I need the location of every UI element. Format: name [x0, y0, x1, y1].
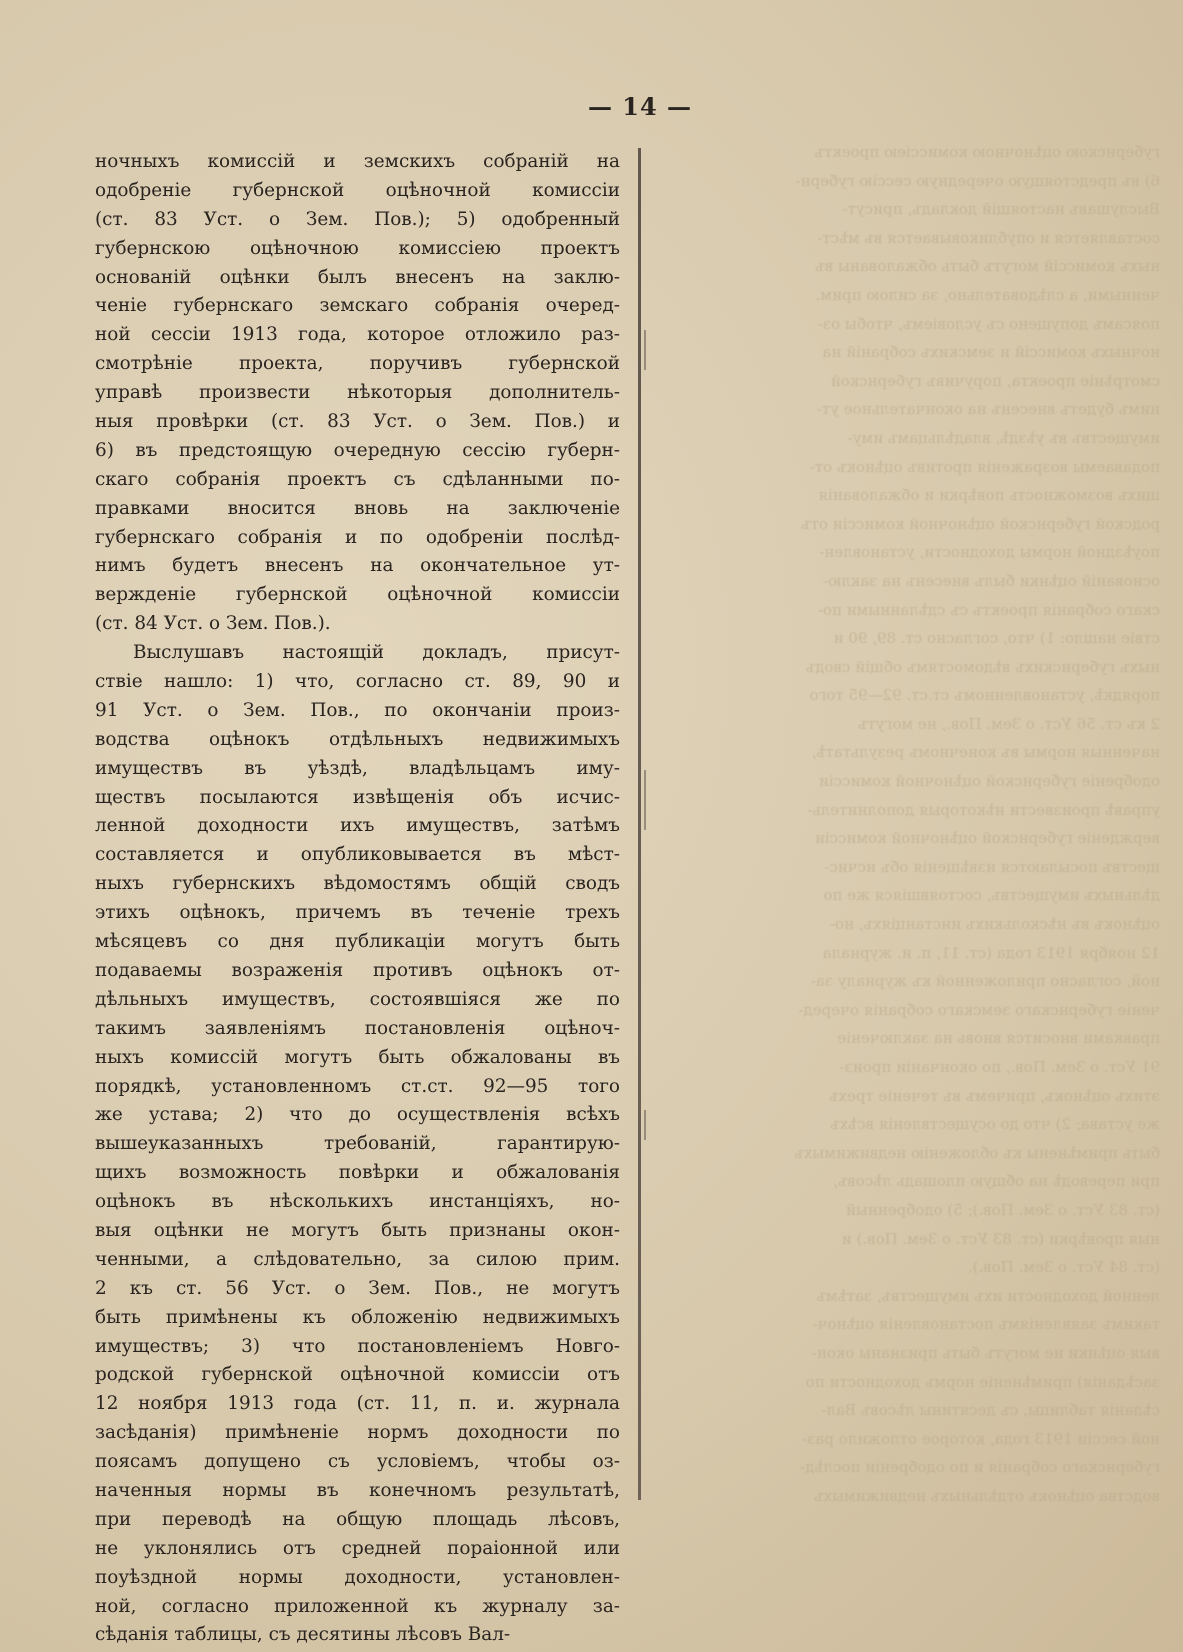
bleed-line: ствіе нашло: 1) что, согласно ст. 89, 90 и [833, 629, 1160, 648]
text-line: такимъ заявленіямъ постановленія оцѣноч- [95, 1017, 620, 1039]
text-line: 91 Уст. о Зем. Пов., по окончаніи произ- [95, 699, 620, 721]
bleed-line: оцѣнокъ въ нѣсколькихъ инстанціяхъ, но- [829, 915, 1160, 934]
bleed-line: 91 Уст. о Зем. Пов., по окончаніи произ- [839, 1058, 1160, 1076]
bleed-line: губернскою оцѣночною комиссіею проектъ [814, 143, 1160, 161]
text-line: ленной доходности ихъ имуществъ, затѣмъ [95, 815, 620, 837]
bleed-line: щихъ возможность повѣрки и обжалованія [818, 486, 1160, 505]
bleed-line: засѣданія) примѣненіе нормъ доходности по [805, 1372, 1160, 1391]
text-line: составляется и опубликовывается въ мѣст- [95, 844, 620, 866]
bleed-line: порядкѣ, установленномъ ст.ст. 92—95 того [809, 686, 1160, 705]
text-line: ныхъ губернскихъ вѣдомостямъ общій сводъ [95, 873, 620, 895]
bleed-line: составляется и опубликовывается въ мѣст- [817, 228, 1160, 247]
bleed-line: ной сессіи 1913 года, которое отложило раз- [802, 1429, 1160, 1448]
bleed-line: управѣ произвести нѣкоторыя дополнитель- [807, 800, 1160, 819]
bleed-line: ныя провѣрки (ст. 83 Уст. о Зем. Пов.) и [841, 1229, 1160, 1248]
text-line: дѣльныхъ имуществъ, состоявшіяся же по [95, 988, 620, 1010]
bleed-line: при переводѣ на общую площадь лѣсовъ, [833, 1172, 1160, 1191]
text-line: губернскаго собранія и по одобреніи послѣд- [95, 526, 620, 548]
bleed-line: родской губернской оцѣночной комиссіи отъ [801, 514, 1160, 533]
bleed-line: ченіе губернскаго земскаго собранія очеред- [798, 1000, 1160, 1019]
text-line: родской губернской оцѣночной комиссіи отъ [95, 1364, 620, 1386]
text-line: же устава; 2) что до осуществленія всѣхъ [95, 1104, 620, 1126]
text-line: управѣ произвести нѣкоторыя дополнитель- [95, 382, 620, 404]
text-line: сѣданія таблицы, съ десятины лѣсовъ Вал- [95, 1624, 511, 1646]
bleed-through-text [680, 138, 1160, 1508]
text-line: поясамъ допущено съ условіемъ, чтобы оз- [95, 1451, 620, 1473]
bleed-line: одобреніе губернской оцѣночной комиссіи [818, 772, 1160, 791]
bleed-line: ленной доходности ихъ имуществъ, затѣмъ [816, 1286, 1160, 1305]
bleed-line: (ст. 83 Уст. о Зем. Пов.); 5) одобренный [845, 1200, 1160, 1219]
left-column [95, 148, 620, 1650]
column-rule-accent [644, 1110, 646, 1140]
text-line: 2 къ ст. 56 Уст. о Зем. Пов., не могутъ [95, 1277, 620, 1299]
bleed-line: правками вносится вновь на заключеніе [837, 1029, 1160, 1048]
text-line: ныхъ комиссій могутъ быть обжалованы въ [95, 1046, 620, 1068]
text-line: нимъ будетъ внесенъ на окончательное ут- [95, 555, 620, 577]
bleed-line: поясамъ допущено съ условіемъ, чтобы оз- [817, 314, 1160, 333]
text-line: Выслушавъ настоящій докладъ, присут- [133, 642, 620, 664]
text-line: ченіе губернскаго земскаго собранія очеред- [95, 295, 620, 317]
bleed-line: губернскаго собранія и по одобреніи послѣд- [800, 1458, 1160, 1477]
bleed-line: наченныя нормы въ конечномъ результатѣ, [811, 743, 1160, 762]
text-line: этихъ оцѣнокъ, причемъ въ теченіе трехъ [95, 902, 620, 924]
bleed-line: ныхъ комиссій могутъ быть обжалованы въ [815, 257, 1160, 276]
text-line: смотрѣніе проекта, поручивъ губернской [95, 353, 620, 375]
text-line: ночныхъ комиссій и земскихъ собраній на [95, 151, 620, 172]
page-number: — 14 — [587, 92, 693, 121]
bleed-line: ныхъ губернскихъ вѣдомостямъ общій сводъ [805, 657, 1160, 676]
text-line: ной сессіи 1913 года, которое отложило раз- [95, 324, 620, 346]
text-line: не уклонялись отъ средней пораіонной или [95, 1537, 620, 1559]
text-line: порядкѣ, установленномъ ст.ст. 92—95 того [95, 1075, 620, 1097]
text-line: поуѣздной нормы доходности, установлен- [95, 1566, 620, 1588]
bleed-line: основаній оцѣнки былъ внесенъ на заклю- [823, 571, 1160, 590]
text-line: щихъ возможность повѣрки и обжалованія [95, 1162, 620, 1184]
text-line: ныя провѣрки (ст. 83 Уст. о Зем. Пов.) и [95, 411, 620, 433]
bleed-line: Выслушавъ настоящій докладъ, присут- [842, 200, 1160, 219]
bleed-line: ной, согласно приложенной къ журналу за- [810, 972, 1160, 991]
bleed-line: же устава; 2) что до осуществленія всѣхъ [830, 1115, 1160, 1134]
text-line: наченныя нормы въ конечномъ результатѣ, [95, 1479, 620, 1501]
bleed-line: этихъ оцѣнокъ, причемъ въ теченіе трехъ [829, 1086, 1160, 1105]
bleed-line: 12 ноября 1913 года (ст. 11, п. и. журнала [822, 943, 1160, 962]
text-line: оцѣнокъ въ нѣсколькихъ инстанціяхъ, но- [95, 1191, 620, 1213]
bleed-line: водства оцѣнокъ отдѣльныхъ недвижимыхъ [814, 1486, 1160, 1505]
text-line: (ст. 84 Уст. о Зем. Пов.). [95, 613, 331, 635]
text-line: вышеуказанныхъ требованій, гарантирую- [95, 1133, 620, 1155]
bleed-line: (ст. 84 Уст. о Зем. Пов.). [967, 1258, 1160, 1277]
text-line: вержденіе губернской оцѣночной комиссіи [95, 584, 620, 606]
bleed-line: вержденіе губернской оцѣночной комиссіи [814, 829, 1160, 848]
text-line: одобреніе губернской оцѣночной комиссіи [95, 179, 620, 201]
text-line: мѣсяцевъ со дня публикаціи могутъ быть [95, 931, 620, 953]
text-line: 12 ноября 1913 года (ст. 11, п. и. журнала [95, 1393, 620, 1415]
text-line: ной, согласно приложенной къ журналу за- [95, 1595, 620, 1617]
bleed-line: выя оцѣнки не могутъ быть признаны окон- [811, 1343, 1160, 1362]
text-line: ченными, а слѣдовательно, за силою прим. [95, 1248, 620, 1270]
bleed-line: подаваемы возраженія противъ оцѣнокъ от- [809, 457, 1160, 476]
text-line: ществъ посылаются извѣщенія объ исчис- [95, 786, 620, 808]
bleed-line: ночныхъ комиссій и земскихъ собраній на [822, 343, 1160, 362]
bleed-line: ществъ посылаются извѣщенія объ исчис- [824, 857, 1160, 876]
text-line: при переводѣ на общую площадь лѣсовъ, [95, 1508, 620, 1530]
text-line: 6) въ предстоящую очередную сессію губерн- [95, 439, 620, 461]
bleed-line: 2 къ ст. 56 Уст. о Зем. Пов., не могутъ [857, 714, 1160, 733]
text-line: правками вносится вновь на заключеніе [95, 497, 620, 519]
column-rule-accent [644, 330, 646, 370]
text-line: быть примѣнены къ обложенію недвижимыхъ [95, 1306, 620, 1328]
bleed-line: сѣданія таблицы, съ десятины лѣсовъ Вал- [821, 1401, 1160, 1420]
text-line: губернскою оцѣночною комиссіею проектъ [95, 237, 620, 259]
bleed-line: такимъ заявленіямъ постановленія оцѣноч- [812, 1315, 1160, 1334]
bleed-line: 6) въ предстоящую очередную сессію губерн- [795, 171, 1160, 190]
text-line: засѣданія) примѣненіе нормъ доходности по [95, 1422, 620, 1444]
text-line: имуществъ; 3) что постановленіемъ Новго- [95, 1335, 620, 1357]
bleed-line: дѣльныхъ имуществъ, состоявшіяся же по [823, 886, 1160, 905]
bleed-line: смотрѣніе проекта, поручивъ губернской [830, 371, 1160, 390]
text-line: имуществъ въ уѣздѣ, владѣльцамъ иму- [95, 757, 620, 779]
bleed-line: быть примѣнены къ обложенію недвижимыхъ [794, 1143, 1160, 1162]
column-rule [638, 148, 641, 1500]
text-line: (ст. 83 Уст. о Зем. Пов.); 5) одобренный [95, 208, 620, 230]
bleed-line: ченными, а слѣдовательно, за силою прим. [815, 285, 1160, 304]
text-line: выя оцѣнки не могутъ быть признаны окон- [95, 1219, 620, 1241]
column-rule-accent [644, 770, 646, 830]
text-line: скаго собранія проектъ съ сдѣланными по- [95, 468, 620, 490]
bleed-line: имуществъ въ уѣздѣ, владѣльцамъ иму- [847, 428, 1160, 447]
bleed-line: поуѣздной нормы доходности, установлен- [819, 543, 1160, 562]
text-line: подаваемы возраженія противъ оцѣнокъ от- [95, 959, 620, 981]
bleed-line: нимъ будетъ внесенъ на окончательное ут- [816, 400, 1160, 419]
text-line: водства оцѣнокъ отдѣльныхъ недвижимыхъ [95, 728, 620, 750]
text-line: основаній оцѣнки былъ внесенъ на заклю- [95, 266, 620, 288]
text-line: ствіе нашло: 1) что, согласно ст. 89, 90 и [95, 671, 620, 693]
bleed-line: скаго собранія проектъ съ сдѣланными по- [817, 600, 1160, 619]
